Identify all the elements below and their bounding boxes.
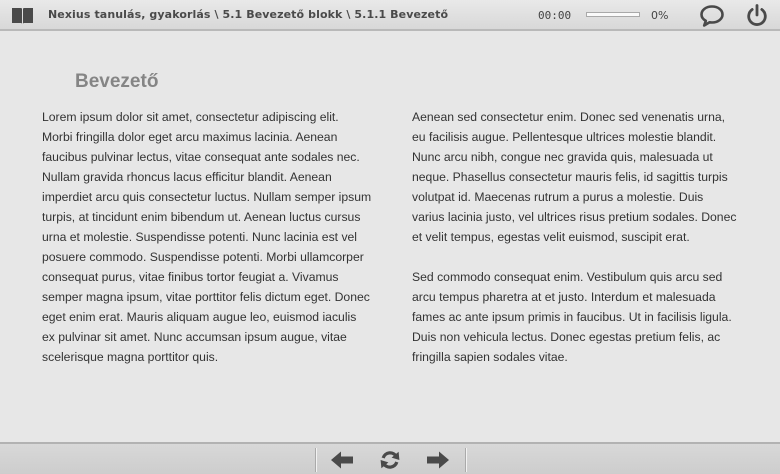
- bottom-navigation: [0, 442, 780, 474]
- arrow-left-icon[interactable]: [329, 450, 355, 470]
- paragraph: Aenean sed consectetur enim. Donec sed venenatis urna, eu facilisis augue. Pellentesque ultrices molestie blandit. Nunc arcu nibh, congue nec gravida quis, malesuada ut neque. Phasellus consectetur mauris felis, id sagittis turpis volutpat id. Maecenas rutrum a purus a molestie. Duis varius lacinia justo, vel ultrices risus pretium sodales. Donec et velit tempus, egestas velit euismod, suscipit erat.: [412, 110, 737, 244]
- paragraph: Lorem ipsum dolor sit amet, consectetur adipiscing elit. Morbi fringilla dolor eget arcu maximus lacinia. Aenean faucibus pulvinar lectus, vitae consequat ante sodales nec. Nullam gravida rhoncus lacus efficitur blandit. Aenean imperdiet arcu quis consectetur luctus. Nullam semper ipsum turpis, at tincidunt enim bibendum ut. Aenean luctus cursus urna et molestie. Suspendisse potenti. Nunc lacinia est vel posuere commodo. Suspendisse potenti. Morbi ullamcorper consequat purus, vitae finibus tortor feugiat a. Vivamus semper magna ipsum, vitae porttitor felis dictum eget. Donec eget enim erat. Mauris aliquam augue leo, euismod iaculis ex pulvinar sit amet. Nunc accumsan ipsum augue, vitae scelerisque magna porttitor quis.: [42, 110, 372, 364]
- top-toolbar: [0, 0, 780, 31]
- breadcrumb: Nexius tanulás, gyakorlás \ 5.1 Bevezető blokk \ 5.1.1 Bevezető: [48, 8, 449, 21]
- refresh-icon[interactable]: [377, 450, 403, 470]
- text-column-left: [42, 107, 372, 387]
- chat-bubble-icon[interactable]: [699, 4, 725, 28]
- divider: [315, 448, 317, 472]
- paragraph: Sed commodo consequat enim. Vestibulum quis arcu sed arcu tempus pharetra at et justo. Interdum et malesuada fames ac ante ipsum primis in faucibus. Ut in facilisis ligula. Duis non vehicula lectus. Donec egestas pretium felis, ac fringilla sapien sodales vitae.: [412, 270, 732, 364]
- text-column-right: [412, 107, 737, 387]
- progress-bar: [586, 12, 640, 17]
- progress-percent: 0%: [651, 9, 669, 22]
- elapsed-timer: 00:00: [538, 9, 572, 22]
- lesson-content: [0, 31, 780, 442]
- divider: [465, 448, 467, 472]
- page-title: Bevezető: [75, 71, 159, 92]
- arrow-right-icon[interactable]: [425, 450, 451, 470]
- book-icon[interactable]: [11, 6, 34, 25]
- power-icon[interactable]: [745, 3, 769, 28]
